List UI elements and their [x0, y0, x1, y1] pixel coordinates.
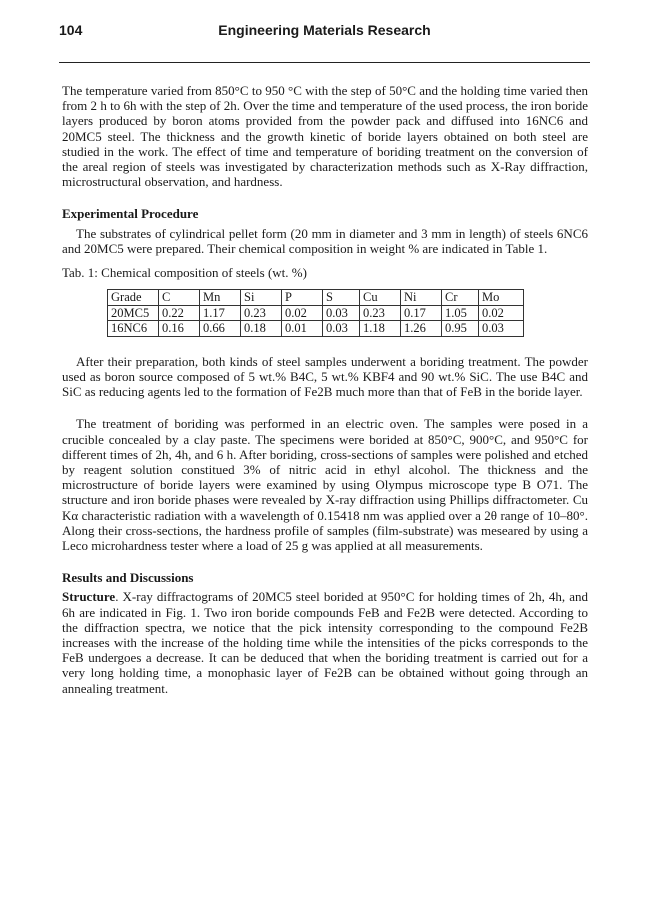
table-cell: 0.03	[323, 305, 360, 321]
table-header-cell: Cu	[360, 290, 401, 306]
structure-lead: Structure	[62, 589, 116, 605]
experimental-paragraph-2: After their preparation, both kinds of steel samples underwent a boriding treatment. The powder used as boron source composed of 5 wt.% B4C, 5 wt.% KBF4 and 90 wt.% SiC. The use B4C and SiC as reducing agents led to the formation of Fe2B much more than that of FeB in the boride layer.	[62, 353, 588, 400]
table-cell: 1.26	[401, 321, 442, 337]
header-rule	[59, 62, 590, 63]
paper-body	[62, 83, 588, 696]
table-cell: 16NC6	[108, 321, 159, 337]
table-cell: 20MC5	[108, 305, 159, 321]
structure-paragraph	[62, 589, 588, 695]
experimental-paragraph-1: The substrates of cylindrical pellet form (20 mm in diameter and 3 mm in length) of steels 6NC6 and 20MC5 were prepared. Their chemical composition in weight % are indicated in Table 1.	[62, 225, 588, 256]
running-header	[59, 22, 590, 42]
table-cell: 0.22	[159, 305, 200, 321]
table-header-cell: Mo	[479, 290, 524, 306]
table-cell: 0.02	[479, 305, 524, 321]
table-cell: 0.66	[200, 321, 241, 337]
table-header-cell: Si	[241, 290, 282, 306]
experimental-paragraph-3: The treatment of boriding was performed in an electric oven. The samples were posed in a crucible concealed by a clay paste. The specimens were borided at 850°C, 900°C, and 950°C for different times of 2h, 4h, and 6 h. After boriding, cross-sections of samples were polished and etched by reagent solution constitued 3% of nitric acid in ethyl alcohol. The thickness and the microstructure of boride layers were examined by using Olympus microscope type B O71. The structure and iron boride phases were revealed by X-ray diffraction using Phillips diffractometer. Cu Kα characteristic radiation with a wavelength of 0.15418 nm was applied over a 2θ range of 10–80°. Along their cross-sections, the hardness profile of samples (film-substrate) was meseared by using a Leco microhardness tester where a load of 25 g was applied at all measurements.	[62, 416, 588, 553]
table-cell: 0.95	[442, 321, 479, 337]
table-header-cell: S	[323, 290, 360, 306]
page-number: 104	[59, 22, 83, 38]
table-caption: Tab. 1: Chemical composition of steels (wt. %)	[62, 265, 307, 281]
table-header-cell: Mn	[200, 290, 241, 306]
intro-paragraph: The temperature varied from 850°C to 950 °C with the step of 50°C and the holding time varied then from 2 h to 6h with the step of 2h. Over the time and temperature of the used process, the iron boride layers produced by boron atoms provided from the powder pack and diffused into 16NC6 and 20MC5 steel. The thickness and the growth kinetic of boride layers obtained on both steel are studied in the work. The effect of time and temperature of boriding treatment on the conversion of the areal region of steels was investigated by characterization methods such as X-Ray diffraction, microstructural observation, and hardness.	[62, 83, 588, 190]
structure-text: . X-ray diffractograms of 20MC5 steel borided at 950°C for holding times of 2h, 4h, and 6h are indicated in Fig. 1. Two iron boride compounds FeB and Fe2B were detected. According to the diffraction spectra, we notice that the pick intensity corresponding to the compound Fe2B increases with the increase of the holding time while the intensities of the picks corresponds to the FeB undergoes a decrease. It can be deduced that when the boriding treatment is carried out for a very long holding time, a monophasic layer of Fe2B can be obtained without going through an annealing treatment.	[62, 589, 588, 696]
table-cell: 1.18	[360, 321, 401, 337]
table-cell: 0.03	[479, 321, 524, 337]
table-cell: 0.16	[159, 321, 200, 337]
table-cell: 0.01	[282, 321, 323, 337]
journal-title: Engineering Materials Research	[218, 22, 431, 38]
table-cell: 0.03	[323, 321, 360, 337]
table-header-cell: Ni	[401, 290, 442, 306]
table-row	[108, 321, 524, 337]
table-header-cell: C	[159, 290, 200, 306]
table-cell: 0.02	[282, 305, 323, 321]
table-cell: 1.17	[200, 305, 241, 321]
table-header-row	[108, 290, 524, 306]
table-header-cell: Cr	[442, 290, 479, 306]
composition-table	[107, 289, 524, 337]
table-header-cell: Grade	[108, 290, 159, 306]
table-cell: 0.17	[401, 305, 442, 321]
table-cell: 0.23	[241, 305, 282, 321]
table-header-cell: P	[282, 290, 323, 306]
table-row	[108, 305, 524, 321]
results-heading: Results and Discussions	[62, 570, 194, 586]
table-cell: 1.05	[442, 305, 479, 321]
experimental-heading: Experimental Procedure	[62, 206, 199, 222]
table-cell: 0.18	[241, 321, 282, 337]
table-cell: 0.23	[360, 305, 401, 321]
